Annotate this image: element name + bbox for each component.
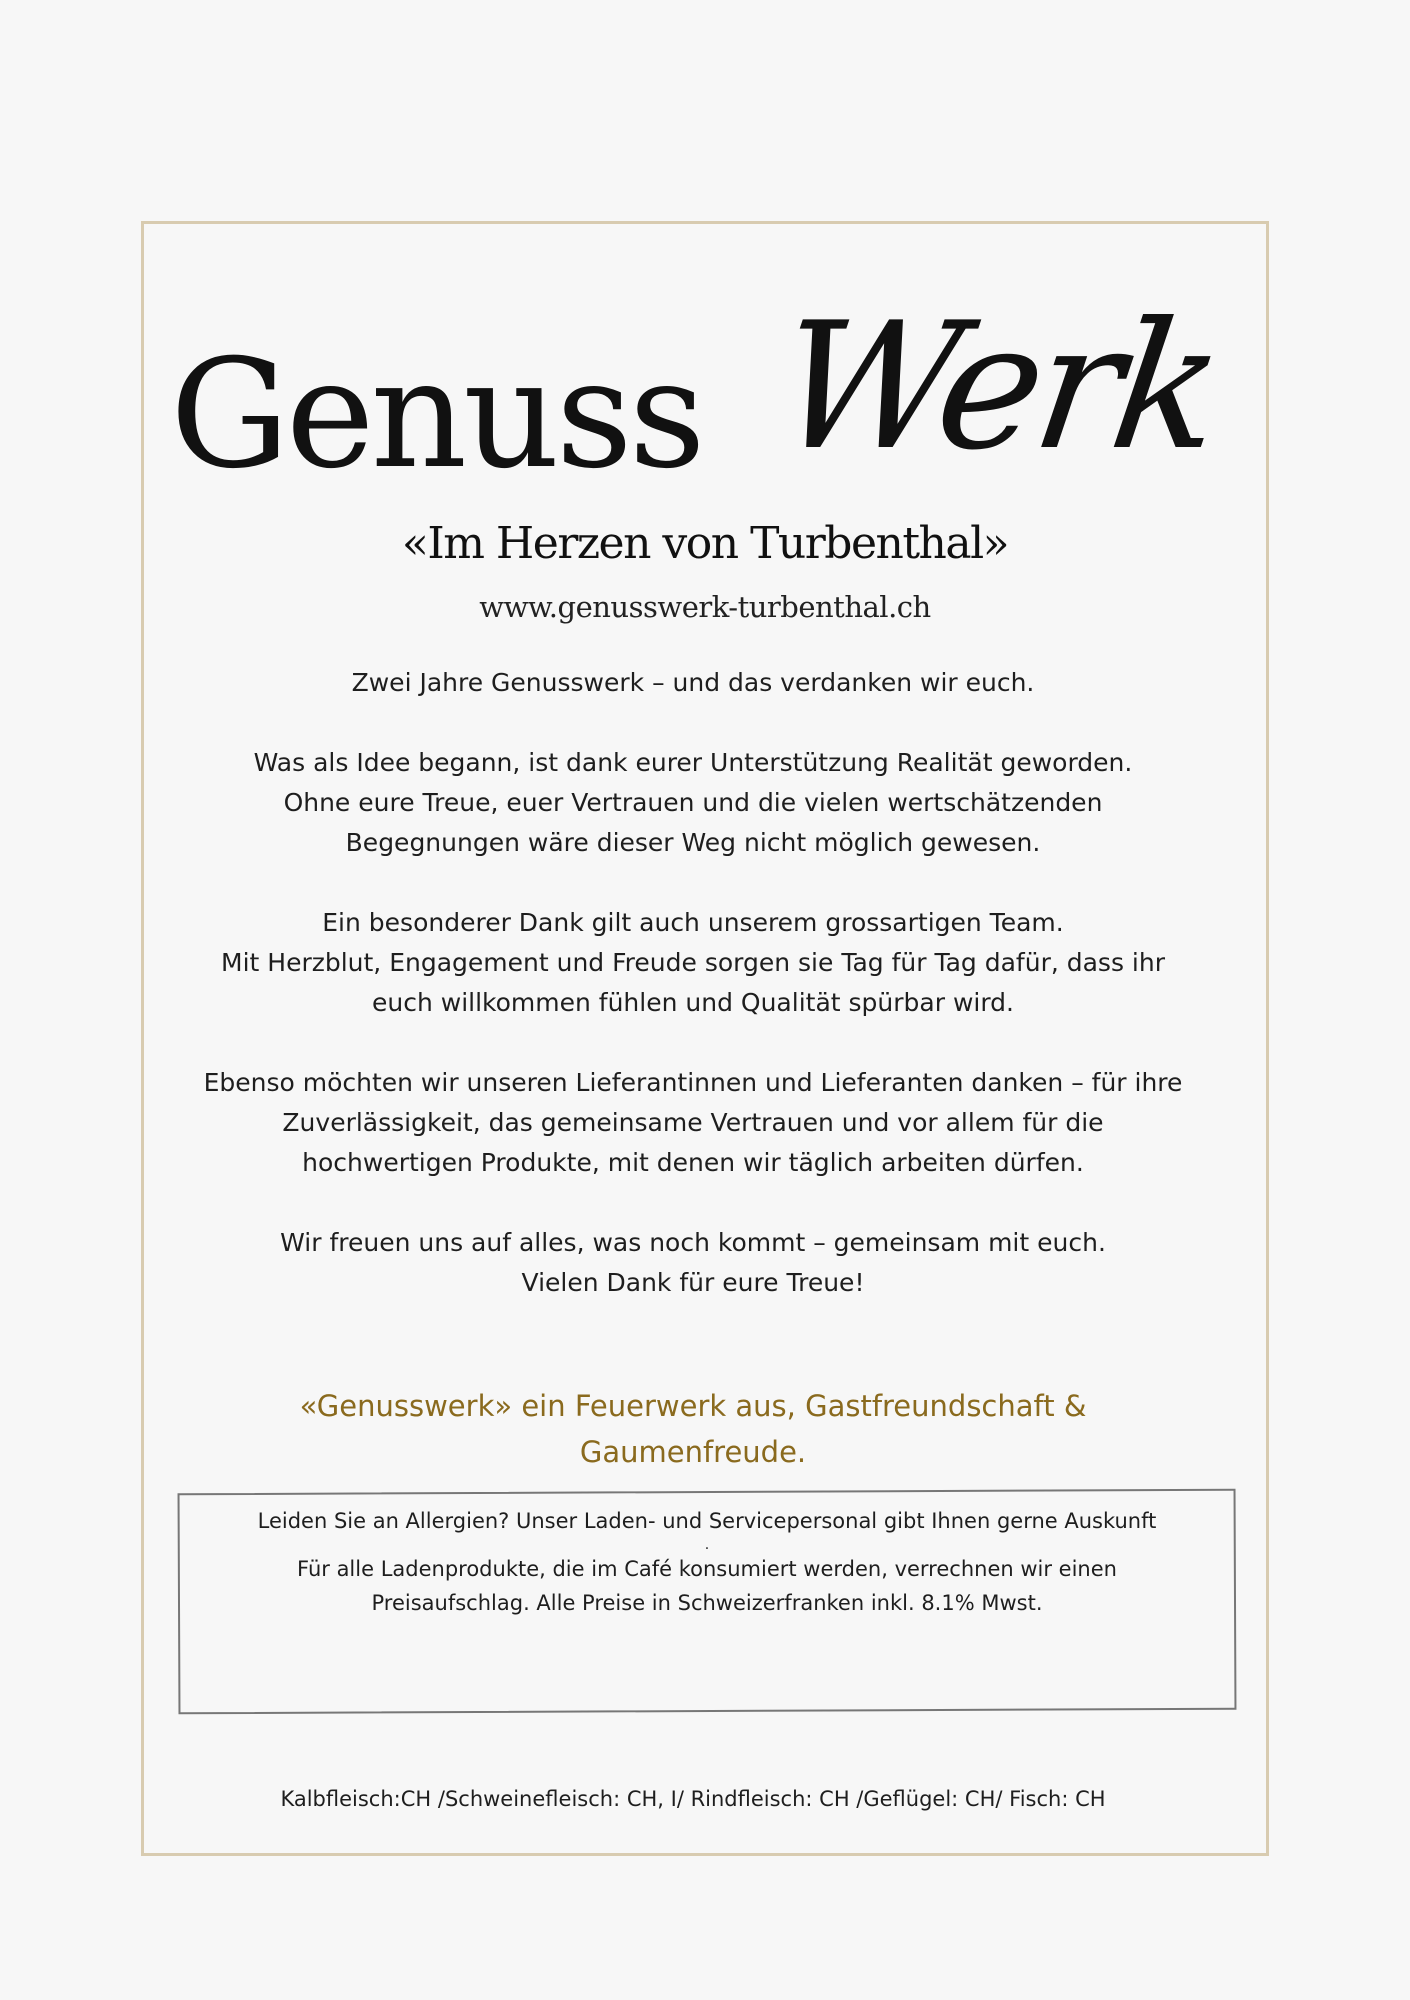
notice-text: [178, 1504, 1236, 1620]
text-line: Was als Idee begann, ist dank eurer Unterstützung Realität geworden.: [253, 748, 1133, 777]
slogan: [150, 1383, 1236, 1475]
website-link[interactable]: www.genusswerk-turbenthal.ch: [479, 590, 931, 624]
slogan-line-1: «Genusswerk» ein Feuerwerk aus, Gastfreundschaft &: [299, 1389, 1087, 1423]
logo-serif-text: Genuss: [170, 328, 702, 502]
text-line: Vielen Dank für eure Treue!: [521, 1268, 865, 1297]
text-line: Zuverlässigkeit, das gemeinsame Vertrauen und vor allem für die: [282, 1108, 1104, 1137]
thank-you-message: [150, 663, 1236, 1343]
text-line: Ein besonderer Dank gilt auch unserem grossartigen Team.: [322, 908, 1064, 937]
logo-script-text: Werk: [765, 286, 1230, 489]
text-line: Ohne eure Treue, euer Vertrauen und die vielen wertschätzenden: [283, 788, 1103, 817]
paragraph-2: [150, 743, 1236, 863]
text-line: Begegnungen wäre dieser Weg nicht möglich gewesen.: [345, 828, 1041, 857]
text-line: Ebenso möchten wir unseren Lieferantinnen und Lieferanten danken – für ihre: [203, 1068, 1183, 1097]
text-line: Mit Herzblut, Engagement und Freude sorgen sie Tag für Tag dafür, dass ihr: [221, 948, 1165, 977]
price-notice-line-1: Für alle Ladenprodukte, die im Café konsumiert werden, verrechnen wir einen: [297, 1557, 1117, 1581]
text-line: hochwertigen Produkte, mit denen wir täglich arbeiten dürfen.: [302, 1148, 1084, 1177]
allergy-notice: Leiden Sie an Allergien? Unser Laden- und Servicepersonal gibt Ihnen gerne Auskunft: [257, 1509, 1157, 1533]
slogan-line-2: Gaumenfreude.: [579, 1435, 807, 1469]
text-line: euch willkommen fühlen und Qualität spürbar wird.: [371, 988, 1014, 1017]
tagline: «Im Herzen von Turbenthal»: [401, 518, 1009, 569]
meat-origin-declaration: Kalbfleisch:CH /Schweinefleisch: CH, I/ Rindfleisch: CH /Geflügel: CH/ Fisch: CH: [280, 1787, 1106, 1811]
price-notice-line-2: Preisaufschlag. Alle Preise in Schweizerfranken inkl. 8.1% Mwst.: [371, 1591, 1043, 1615]
paragraph-5: [150, 1223, 1236, 1303]
paragraph-1: [150, 663, 1236, 703]
text-line: Wir freuen uns auf alles, was noch kommt – gemeinsam mit euch.: [280, 1228, 1106, 1257]
paragraph-4: [150, 1063, 1236, 1183]
paragraph-3: [150, 903, 1236, 1023]
notice-dot: .: [704, 1537, 710, 1553]
text-line: Zwei Jahre Genusswerk – und das verdanken wir euch.: [351, 668, 1035, 697]
brand-logo: [170, 286, 1240, 530]
